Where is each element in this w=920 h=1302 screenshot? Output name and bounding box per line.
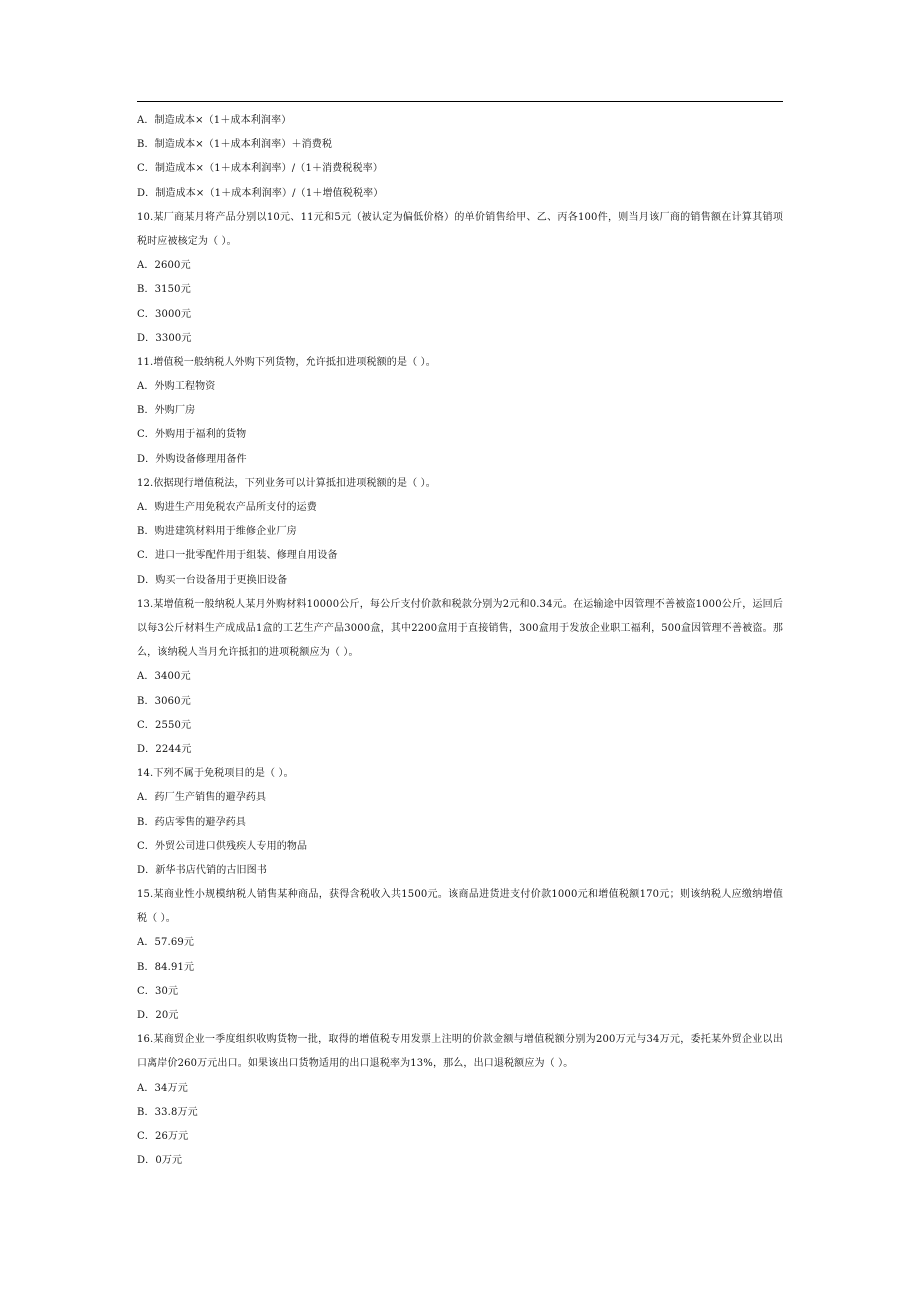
document-body bbox=[137, 109, 783, 1173]
q11-option-c: C．外购用于福利的货物 bbox=[137, 429, 247, 441]
q12-option-b: B．购进建筑材料用于维修企业厂房 bbox=[137, 526, 297, 538]
q15-option-c: C．30元 bbox=[137, 985, 179, 997]
q10-option-c: C．3000元 bbox=[137, 308, 192, 320]
q16-option-a: A．34万元 bbox=[137, 1082, 188, 1094]
q11-option-b: B．外购厂房 bbox=[137, 405, 196, 417]
q16-stem: 16.某商贸企业一季度组织收购货物一批，取得的增值税专用发票上注明的价款金额与增值税额分别为200万元与34万元，委托某外贸企业以出口离岸价260万元出口。如果该出口货物适用的出口退税率为13%，那么，出口退税额应为（ ）。 bbox=[137, 1034, 783, 1070]
header-rule bbox=[137, 101, 783, 102]
q14-option-a: A．药厂生产销售的避孕药具 bbox=[137, 792, 267, 804]
q11-option-a: A．外购工程物资 bbox=[137, 381, 216, 393]
q9-option-d: D．制造成本×（1＋成本利润率）/（1＋增值税税率） bbox=[137, 187, 384, 199]
q13-option-b: B．3060元 bbox=[137, 695, 191, 707]
q11-stem: 11.增值税一般纳税人外购下列货物，允许抵扣进项税额的是（ ）。 bbox=[137, 356, 436, 368]
q10-option-d: D．3300元 bbox=[137, 332, 192, 344]
q15-stem: 15.某商业性小规模纳税人销售某种商品，获得含税收入共1500元。该商品进货进支付价款1000元和增值税额170元；则该纳税人应缴纳增值税（ ）。 bbox=[137, 889, 783, 925]
q14-option-c: C．外贸公司进口供残疾人专用的物品 bbox=[137, 840, 308, 852]
q14-stem: 14.下列不属于免税项目的是（ ）。 bbox=[137, 768, 294, 780]
q12-option-d: D．购买一台设备用于更换旧设备 bbox=[137, 574, 288, 586]
q12-option-a: A．购进生产用免税农产品所支付的运费 bbox=[137, 502, 317, 514]
q16-option-d: D．0万元 bbox=[137, 1155, 183, 1167]
q11-option-d: D．外购设备修理用备件 bbox=[137, 453, 247, 465]
q16-option-b: B．33.8万元 bbox=[137, 1106, 198, 1118]
q15-option-d: D．20元 bbox=[137, 1010, 179, 1022]
q9-option-c: C．制造成本×（1＋成本利润率）/（1＋消费税税率） bbox=[137, 163, 384, 175]
q13-option-a: A．3400元 bbox=[137, 671, 191, 683]
q13-option-d: D．2244元 bbox=[137, 743, 192, 755]
q12-stem: 12.依据现行增值税法，下列业务可以计算抵扣进项税额的是（ ）。 bbox=[137, 477, 436, 489]
q10-stem: 10.某厂商某月将产品分别以10元、11元和5元（被认定为偏低价格）的单价销售给甲、乙、丙各100件，则当月该厂商的销售额在计算其销项税时应被核定为（ ）。 bbox=[137, 211, 783, 247]
q13-stem: 13.某增值税一般纳税人某月外购材料10000公斤，每公斤支付价款和税款分别为2元和0.34元。在运输途中因管理不善被盗1000公斤，运回后以每3公斤材料生产成成品1盒的工艺生产产品3000盒，其中2200盒用于直接销售，300盒用于发放企业职工福利，500盒因管理不善被盗。那么，该纳税人当月允许抵扣的进项税额应为（ ）。 bbox=[137, 598, 783, 659]
q15-option-b: B．84.91元 bbox=[137, 961, 195, 973]
q9-option-a: A．制造成本×（1＋成本利润率） bbox=[137, 115, 292, 126]
q13-option-c: C．2550元 bbox=[137, 719, 192, 731]
q12-option-c: C．进口一批零配件用于组装、修理自用设备 bbox=[137, 550, 338, 562]
q10-option-b: B．3150元 bbox=[137, 284, 191, 296]
q15-option-a: A．57.69元 bbox=[137, 937, 195, 949]
q10-option-a: A．2600元 bbox=[137, 260, 191, 272]
q14-option-b: B．药店零售的避孕药具 bbox=[137, 816, 246, 828]
q16-option-c: C．26万元 bbox=[137, 1131, 189, 1143]
q14-option-d: D．新华书店代销的古旧图书 bbox=[137, 864, 267, 876]
q9-option-b: B．制造成本×（1＋成本利润率）＋消费税 bbox=[137, 139, 333, 151]
